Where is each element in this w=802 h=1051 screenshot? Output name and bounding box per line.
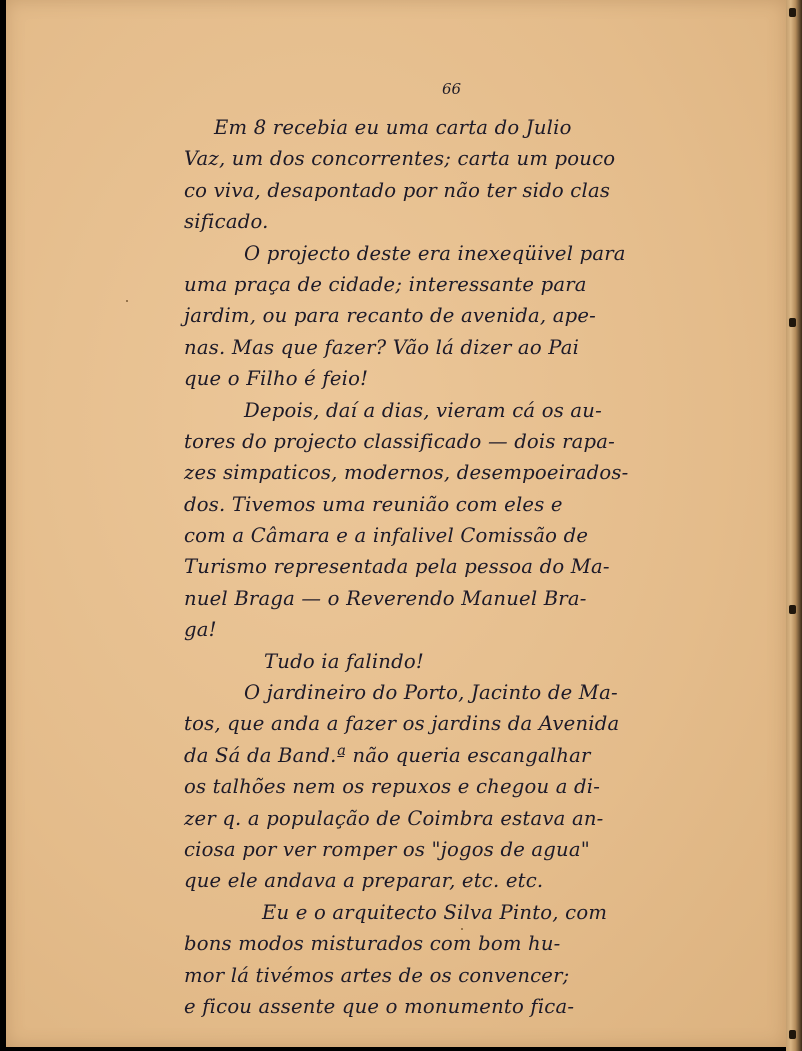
text-line: Tudo ia falindo! — [264, 649, 424, 673]
text-line: O jardineiro do Porto, Jacinto de Ma- — [244, 681, 618, 705]
text-line: Vaz, um dos concorrentes; carta um pouco — [184, 147, 616, 171]
text-line: zes simpaticos, modernos, desempoeirados- — [184, 461, 629, 485]
text-line: Em 8 recebia eu uma carta do Julio — [214, 116, 572, 139]
text-line: uma praça de cidade; interessante para — [184, 272, 587, 296]
binding-hole — [789, 605, 796, 614]
text-line: nas. Mas que fazer? Vão lá dizer ao Pai — [184, 335, 580, 359]
text-line: que ele andava a preparar, etc. etc. — [184, 869, 544, 893]
text-line: mor lá tivémos artes de os convencer; — [184, 963, 570, 987]
text-line: e ficou assente que o monumento fica- — [184, 994, 575, 1018]
text-line: Eu e o arquitecto Silva Pinto, com — [262, 900, 608, 924]
book-spine — [786, 0, 802, 1051]
text-line: da Sá da Band.ª não queria escangalhar — [184, 743, 591, 767]
binding-hole — [789, 318, 796, 327]
text-line: ciosa por ver romper os "jogos de agua" — [184, 837, 590, 861]
text-line: que o Filho é feio! — [184, 367, 369, 391]
page-number: 66 — [442, 80, 462, 98]
text-line: tos, que anda a fazer os jardins da Avenida — [184, 712, 620, 736]
binding-hole — [789, 8, 796, 17]
text-line: tores do projecto classificado — dois rapa- — [184, 429, 615, 453]
text-line: bons modos misturados com bom hu- — [184, 932, 561, 956]
text-line: zer q. a população de Coimbra estava an- — [184, 806, 604, 830]
text-line: com a Câmara e a infalivel Comissão de — [184, 524, 589, 548]
text-line: sificado. — [184, 210, 269, 234]
text-line: ga! — [184, 618, 217, 642]
paper-speck — [126, 300, 128, 302]
binding-hole — [789, 1030, 796, 1039]
text-line: O projecto deste era inexeqüivel para — [244, 241, 626, 265]
text-line: Depois, daí a dias, vieram cá os au- — [244, 398, 602, 422]
text-line: co viva, desapontado por não ter sido clas — [184, 178, 611, 202]
text-line: dos. Tivemos uma reunião com eles e — [184, 492, 563, 516]
text-line: Turismo representada pela pessoa do Ma- — [184, 555, 610, 579]
text-line: os talhões nem os repuxos e chegou a di- — [184, 775, 601, 799]
text-line: nuel Braga — o Reverendo Manuel Bra- — [184, 586, 587, 610]
paper-speck — [461, 928, 463, 930]
handwritten-text — [184, 112, 694, 1022]
manuscript-page — [6, 0, 786, 1047]
text-line: jardim, ou para recanto de avenida, ape- — [184, 304, 596, 328]
